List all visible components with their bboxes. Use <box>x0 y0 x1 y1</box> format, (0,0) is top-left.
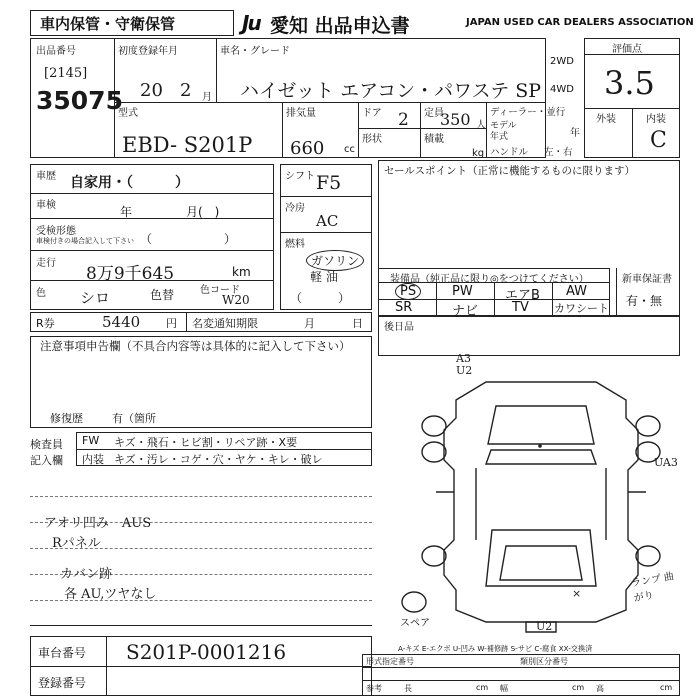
model-value: EBD- S201P <box>122 133 253 157</box>
load-label: 積載 <box>424 134 444 145</box>
equip-tv: TV <box>512 300 529 315</box>
equip-pw: PW <box>452 284 473 299</box>
remarks-label: 後日品 <box>384 322 414 333</box>
registration-month: 2 <box>180 80 192 101</box>
interior-label: 内装 <box>646 114 666 125</box>
equip-navi: ナビ <box>452 304 479 319</box>
displacement-value: 660 <box>290 138 325 159</box>
lot-label: 出品番号 <box>36 46 76 57</box>
spare-label: スペア <box>400 618 430 629</box>
note-line-4: 各 AU,ツヤなし <box>64 587 157 602</box>
capacity-label: 定員 <box>424 108 444 119</box>
displacement-label: 排気量 <box>286 108 316 119</box>
category-number-label: 類別区分番号 <box>520 657 568 666</box>
exterior-label: 外装 <box>596 114 616 125</box>
shift-value: F5 <box>316 172 342 194</box>
equip-ps: PS <box>395 283 421 300</box>
fuel-label: 燃料 <box>285 239 305 250</box>
handle-options: 左・右 <box>544 147 573 158</box>
width-label: 幅 <box>500 684 508 693</box>
cm-unit-2: cm <box>572 683 585 692</box>
car-damage-diagram <box>396 360 686 650</box>
height-label: 高 <box>596 684 604 693</box>
new-warranty-options: 有・無 <box>626 294 663 308</box>
model-year-label: モデル <box>490 121 517 131</box>
recycle-value: 5440 <box>102 313 141 331</box>
interior-row: キズ・汚レ・コゲ・穴・ヤケ・キレ・破レ <box>114 453 323 466</box>
color-code-value: W20 <box>222 293 250 307</box>
new-warranty-label: 新車保証書 <box>622 274 672 285</box>
inspection-month: 月( ) <box>186 205 220 219</box>
cm-unit-1: cm <box>476 683 489 692</box>
mileage-label: 走行 <box>36 258 56 269</box>
fw-label: FW <box>82 434 100 447</box>
drive-2wd: 2WD <box>550 56 574 67</box>
sales-point-label: セールスポイント（正常に機能するものに限ります） <box>384 165 636 177</box>
handle-label: ハンドル <box>490 147 529 158</box>
notice-month: 月 <box>304 317 315 330</box>
registration-label: 初度登録年月 <box>118 46 178 57</box>
rating-label: 評価点 <box>612 44 642 55</box>
cooler-label: 冷房 <box>285 203 305 214</box>
color-label: 色 <box>36 288 46 299</box>
inspection-form-paren: （ ） <box>140 232 237 246</box>
load-unit: kg <box>472 148 485 159</box>
registration-month-unit: 月 <box>202 92 212 103</box>
lot-sub-number: [2145] <box>44 66 88 81</box>
notice-day: 日 <box>352 317 363 330</box>
dealer-label: ディーラー・並行 <box>490 107 566 118</box>
displacement-unit: cc <box>344 144 355 155</box>
inspection-form-note: 車検付きの場合記入して下さい <box>36 237 134 245</box>
fw-row: キズ・飛石・ヒビ割・リペア跡・X要 <box>114 436 298 449</box>
history-label: 車歴 <box>36 171 56 182</box>
mileage-unit: km <box>232 265 251 279</box>
inspection-label: 車検 <box>36 200 56 211</box>
svg-text:×: × <box>572 587 582 600</box>
year-label: 年式 <box>490 132 509 142</box>
form-title-en: JAPAN USED CAR DEALERS ASSOCIATION <box>466 17 694 28</box>
repair-label: 修復歴 <box>50 412 83 425</box>
equip-sr: SR <box>395 300 413 315</box>
reg-number-label: 登録番号 <box>38 676 87 690</box>
mark-ua3: UA3 <box>654 456 678 469</box>
equip-airbag: エアB <box>505 288 540 303</box>
history-value: 自家用・（ ） <box>70 175 189 191</box>
repair-value: 有（箇所 <box>112 412 156 425</box>
recycle-unit: 円 <box>166 317 177 330</box>
notes-label: 注意事項申告欄（不具合内容等は具体的に記入して下さい） <box>40 339 351 353</box>
capacity-value: 350 <box>440 110 471 129</box>
shape-label: 形状 <box>362 134 382 145</box>
mark-a3: A3 <box>456 352 471 365</box>
inspector-label: 検査員 <box>30 438 63 451</box>
mark-u2-bottom: U2 <box>536 620 553 633</box>
chassis-value: S201P-0001216 <box>126 640 287 664</box>
damage-legend: A-キズ E-エクボ U-凹み W-補修跡 S-サビ C-腐食 XX-交換済 <box>398 644 593 653</box>
note-line-2: Rパネル <box>52 536 101 551</box>
inspection-form-label: 受検形態 <box>36 226 76 237</box>
fuel-diesel: 軽 油 <box>310 270 338 284</box>
length-label: 長 <box>404 684 412 693</box>
rating-score: 3.5 <box>604 64 655 102</box>
reference-label: 参考 <box>366 684 382 693</box>
mileage-value: 8万9千645 <box>86 264 175 284</box>
cm-unit-3: cm <box>660 683 673 692</box>
fuel-paren: （ ） <box>290 291 351 305</box>
chassis-label: 車台番号 <box>38 646 87 660</box>
inspection-year: 年 <box>120 205 133 219</box>
color-value: シロ <box>80 289 111 307</box>
car-name-value: ハイゼット エアコン・パワステ SP <box>240 80 542 102</box>
cooler-value: AC <box>316 212 339 230</box>
drive-4wd: 4WD <box>550 84 574 95</box>
color-code-label: 色コード <box>200 285 240 296</box>
equipment-label: 装備品（純正品に限り◎をつけてください） <box>390 274 589 285</box>
entry-label: 記入欄 <box>30 454 63 467</box>
shift-label: シフト <box>285 171 315 182</box>
lot-number: 35075 <box>36 86 123 115</box>
model-label: 型式 <box>118 108 138 119</box>
recycle-label: R券 <box>36 317 55 330</box>
doors-value: 2 <box>398 110 409 130</box>
spec-number-label: 形式指定番号 <box>366 657 414 666</box>
note-line-3: カバン跡 <box>60 567 113 582</box>
car-name-label: 車名・グレード <box>220 46 290 57</box>
mark-u2-top: U2 <box>456 364 473 377</box>
exterior-grade: C <box>650 128 667 153</box>
form-title: 愛知 出品申込書 <box>270 15 410 37</box>
capacity-unit: 人 <box>476 120 486 131</box>
storage-label: 車内保管・守衛保管 <box>40 15 176 33</box>
ju-logo: Ju <box>242 11 260 35</box>
note-line-1: アオリ凹み AUS <box>44 516 152 531</box>
equip-aw: AW <box>566 284 588 299</box>
registration-year: 20 <box>140 80 163 101</box>
fuel-gasoline: ガソリン <box>306 250 364 271</box>
equip-leather-seat: カワシート <box>554 302 609 315</box>
year-unit: 年 <box>570 128 580 139</box>
remarks-box <box>378 316 680 356</box>
interior-row-label: 内装 <box>82 453 104 466</box>
doors-label: ドア <box>362 108 382 119</box>
color-change-label: 色替 <box>150 288 175 302</box>
side-note: ランプ 曲がり <box>630 571 675 605</box>
notice-label: 名変通知期限 <box>192 317 258 330</box>
